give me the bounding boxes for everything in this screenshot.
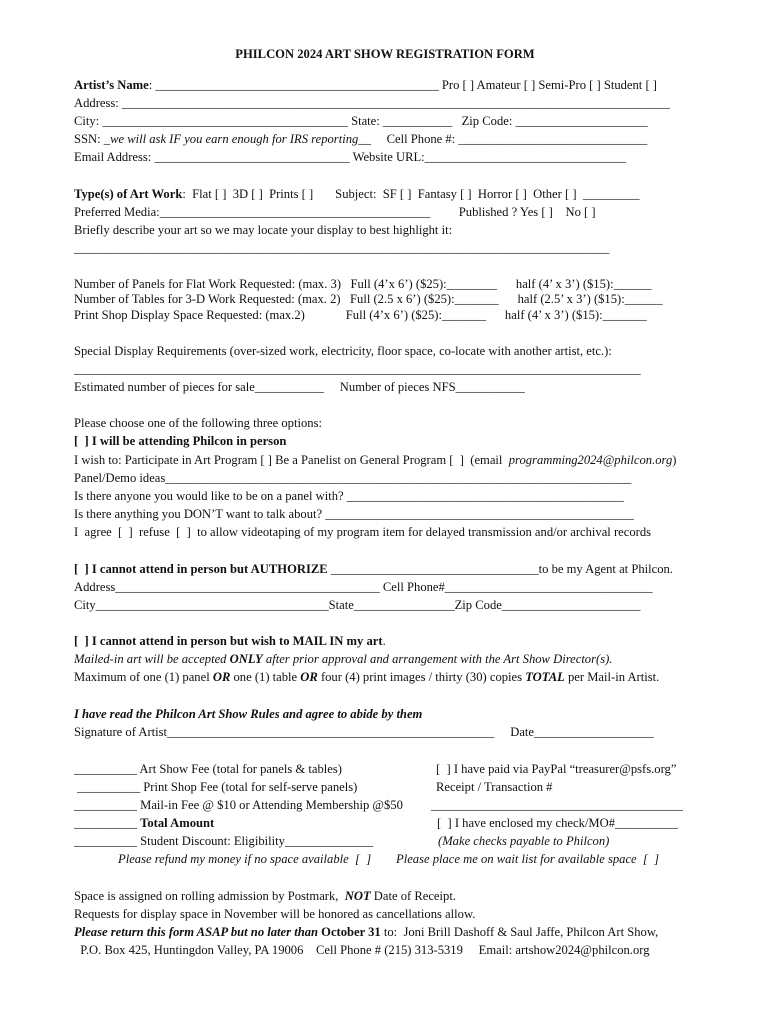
check-payable-note: (Make checks payable to Philcon) [438, 834, 610, 848]
artist-name-field[interactable]: : _____________________________________________ Pro [ ] Amateur [ ] Semi-Pro [ ] Student [ ] [148, 78, 657, 92]
videotaping-consent[interactable]: I agree [ ] refuse [ ] to allow videotaping of my program item for delayed transmission and/or archival records [74, 525, 652, 539]
print-shop-fee-field[interactable]: __________ Print Shop Fee (total for self-serve panels) [74, 780, 358, 794]
panel-ideas-field[interactable]: Panel/Demo ideas__________________________________________________________________________ [74, 471, 632, 485]
option-attend-checkbox[interactable]: [ ] I will be attending Philcon in person [74, 434, 287, 448]
max-text-3: four (4) print images / thirty (30) copies [317, 670, 526, 684]
address-field[interactable]: Address: _______________________________________________________________________________________ [74, 96, 670, 110]
mail-in-maximum [74, 670, 659, 685]
receipt-field[interactable]: ________________________________________ [431, 798, 683, 812]
total-amount-row[interactable] [74, 816, 214, 831]
max-text-2: one (1) table [230, 670, 301, 684]
receipt-label: Receipt / Transaction # [436, 780, 553, 794]
panel-with-field[interactable]: Is there anyone you would like to be on a panel with? ____________________________________________ [74, 489, 624, 503]
max-text: Maximum of one (1) panel [74, 670, 213, 684]
ssn-phone-row [74, 132, 647, 147]
panels-request-field[interactable]: Number of Panels for Flat Work Requested: (max. 3) Full (4’x 6’) ($25):________ half (4’ x 3’) ($15):______ [74, 277, 652, 291]
return-recipients: to: Joni Brill Dashoff & Saul Jaffe, Philcon Art Show, [380, 925, 659, 939]
mail-note-text: Mailed-in art will be accepted [74, 652, 230, 666]
mail-note-text-end: after prior approval and arrangement with the Art Show Director(s). [262, 652, 613, 666]
ssn-note: we will ask IF you earn enough for IRS reporting [110, 132, 359, 146]
preferred-media-field[interactable]: Preferred Media:___________________________________________ Published ? Yes [ ] No [ ] [74, 205, 596, 219]
art-type-label: Type(s) of Art Work [74, 187, 183, 201]
total-amount-field[interactable]: __________ [74, 816, 141, 830]
wait-list-option[interactable]: Please place me on wait list for available space [ ] [396, 852, 660, 866]
special-requirements-prompt: Special Display Requirements (over-sized work, electricity, floor space, co-locate with another artist, etc.): [74, 344, 612, 358]
space-note-text-end: Date of Receipt. [370, 889, 456, 903]
mail-note-only: ONLY [229, 652, 263, 666]
city-state-zip-field[interactable]: City: _______________________________________ State: ___________ Zip Code: _____________________ [74, 114, 648, 128]
option-mail-row[interactable] [74, 634, 386, 649]
agent-tail: to be my Agent at Philcon. [538, 562, 673, 576]
space-note-text: Space is assigned on rolling admission by Postmark, [74, 889, 345, 903]
special-requirements-field[interactable]: __________________________________________________________________________________________ [74, 362, 641, 376]
agent-city-field[interactable]: City_____________________________________State________________Zip Code______________________ [74, 598, 641, 612]
mailing-address: P.O. Box 425, Huntingdon Valley, PA 19006 Cell Phone # (215) 313-5319 Email: artshow2024@philcon.org [74, 943, 650, 957]
art-type-row [74, 187, 640, 202]
artist-name-row [74, 78, 657, 93]
space-note-not: NOT [344, 889, 371, 903]
option-mail-period: . [382, 634, 386, 648]
art-type-options[interactable]: : Flat [ ] 3D [ ] Prints [ ] Subject: SF [ ] Fantasy [ ] Horror [ ] Other [ ] _________ [182, 187, 640, 201]
max-or-1: OR [212, 670, 231, 684]
signature-date-field[interactable]: Signature of Artist____________________________________________________ Date___________________ [74, 725, 654, 739]
estimated-pieces-field[interactable]: Estimated number of pieces for sale___________ Number of pieces NFS___________ [74, 380, 525, 394]
option-mail-checkbox[interactable]: [ ] I cannot attend in person but wish to MAIL IN my art [74, 634, 383, 648]
ssn-field[interactable]: SSN: _ [74, 132, 111, 146]
describe-prompt: Briefly describe your art so we may locate your display to best highlight it: [74, 223, 453, 237]
total-amount-label: Total Amount [140, 816, 215, 830]
mail-in-note [74, 652, 612, 667]
max-text-4: per Mail-in Artist. [564, 670, 660, 684]
option-authorize-checkbox[interactable]: [ ] I cannot attend in person but AUTHORIZE [74, 562, 331, 576]
wish-to-text: I wish to: Participate in Art Program [ ] Be a Panelist on General Program [ ] (email [74, 453, 509, 467]
max-or-2: OR [300, 670, 318, 684]
programming-email: programming2024@philcon.org [508, 453, 673, 467]
dont-talk-field[interactable]: Is there anything you DON’T want to talk about? _________________________________________________ [74, 507, 634, 521]
artist-name-label: Artist’s Name [74, 78, 149, 92]
november-requests-note: Requests for display space in November will be honored as cancellations allow. [74, 907, 476, 921]
page-title: PHILCON 2024 ART SHOW REGISTRATION FORM [235, 47, 535, 61]
describe-field[interactable]: _____________________________________________________________________________________ [74, 241, 610, 255]
check-enclosed-checkbox[interactable]: [ ] I have enclosed my check/MO#__________ [437, 816, 678, 830]
mail-in-fee-field[interactable]: __________ Mail-in Fee @ $10 or Attending Membership @$50 [74, 798, 403, 812]
paypal-checkbox[interactable]: [ ] I have paid via PayPal “treasurer@psfs.org” [436, 762, 677, 776]
tables-request-field[interactable]: Number of Tables for 3-D Work Requested: (max. 2) Full (2.5 x 6’) ($25):_______ half (2.5’ x 3’) ($15):______ [74, 292, 663, 306]
wish-to-row[interactable] [74, 453, 676, 468]
print-shop-request-field[interactable]: Print Shop Display Space Requested: (max.2) Full (4’x 6’) ($25):_______ half (4’ x 3’) ($15):_______ [74, 308, 647, 322]
agent-address-field[interactable]: Address__________________________________________ Cell Phone#_________________________________ [74, 580, 653, 594]
options-intro: Please choose one of the following three options: [74, 416, 322, 430]
return-instructions [74, 925, 658, 940]
art-show-fee-field[interactable]: __________ Art Show Fee (total for panels & tables) [74, 762, 342, 776]
cell-phone-field[interactable]: __ Cell Phone #: ______________________________ [358, 132, 648, 146]
email-website-field[interactable]: Email Address: _______________________________ Website URL:________________________________ [74, 150, 627, 164]
wish-close-paren: ) [672, 453, 677, 467]
refund-option[interactable]: Please refund my money if no space available [ ] [118, 852, 372, 866]
max-total: TOTAL [525, 670, 565, 684]
rules-agreement: I have read the Philcon Art Show Rules and agree to abide by them [74, 707, 423, 721]
return-text: Please return this form ASAP but no later than [74, 925, 322, 939]
option-authorize-row[interactable] [74, 562, 673, 577]
space-assignment-note [74, 889, 456, 904]
return-date: October 31 [321, 925, 381, 939]
agent-name-field[interactable]: _________________________________ [330, 562, 539, 576]
student-discount-field[interactable]: __________ Student Discount: Eligibility______________ [74, 834, 374, 848]
